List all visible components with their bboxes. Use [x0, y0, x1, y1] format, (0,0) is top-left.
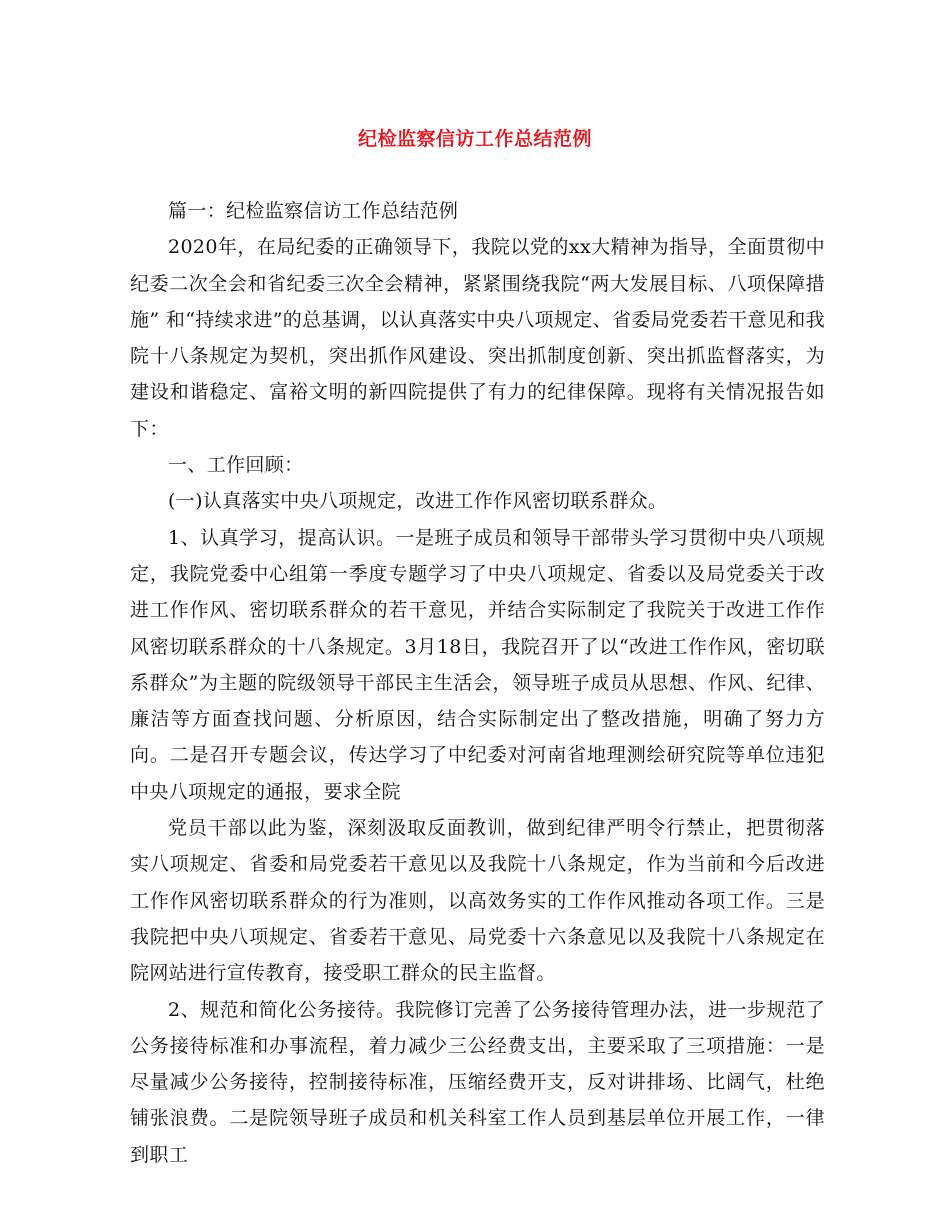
subsection-heading-1: (一)认真落实中央八项规定，改进工作作风密切联系群众。 [168, 490, 668, 513]
paragraph-item-2: 2、规范和简化公务接待。我院修订完善了公务接待管理办法，进一步规范了公务接待标准和办事流程，着力减少三公经费支出，主要采取了三项措施：一是尽量减少公务接待，控制接待标准，压缩经费开支，反对讲排场、比阔气，杜绝铺张浪费。二是院领导班子成员和机关科室工作人员到基层单位开展工作，一律到职工 [130, 998, 825, 1166]
document-body [130, 193, 825, 1173]
paragraph-subtitle: 篇一：纪检监察信访工作总结范例 [168, 200, 459, 222]
paragraph-item-1: 1、认真学习，提高认识。一是班子成员和领导干部带头学习贯彻中央八项规定，我院党委中心组第一季度专题学习了中央八项规定、省委以及局党委关于改进工作作风、密切联系群众的若干意见，并结合实际制定了我院关于改进工作作风密切联系群众的十八条规定。3月18日，我院召开了以“改进工作作风，密切联系群众”为主题的院级领导干部民主生活会，领导班子成员从思想、作风、纪律、廉洁等方面查找问题、分析原因，结合实际制定出了整改措施，明确了努力方向。二是召开专题会议，传达学习了中纪委对河南省地理测绘研究院等单位违犯中央八项规定的通报，要求全院 [130, 526, 825, 803]
section-heading-review: 一、工作回顾： [168, 454, 304, 477]
paragraph-item-1-continued: 党员干部以此为鉴，深刻汲取反面教训，做到纪律严明令行禁止，把贯彻落实八项规定、省委和局党委若干意见以及我院十八条规定，作为当前和今后改进工作作风密切联系群众的行为准则，以高效务实的工作作风推动各项工作。三是我院把中央八项规定、省委若干意见、局党委十六条意见以及我院十八条规定在院网站进行宣传教育，接受职工群众的民主监督。 [130, 817, 825, 985]
paragraph-intro: 2020年，在局纪委的正确领导下，我院以党的xx大精神为指导，全面贯彻中纪委二次全会和省纪委三次全会精神，紧紧围绕我院“两大发展目标、八项保障措施” 和“持续求进”的总基调，以认真落实中央八项规定、省委局党委若干意见和我院十八条规定为契机，突出抓作风建设、突出抓制度创新、突出抓监督落实，为建设和谐稳定、富裕文明的新四院提供了有力的纪律保障。现将有关情况报告如下： [130, 236, 825, 440]
document-title: 纪检监察信访工作总结范例 [357, 128, 592, 150]
